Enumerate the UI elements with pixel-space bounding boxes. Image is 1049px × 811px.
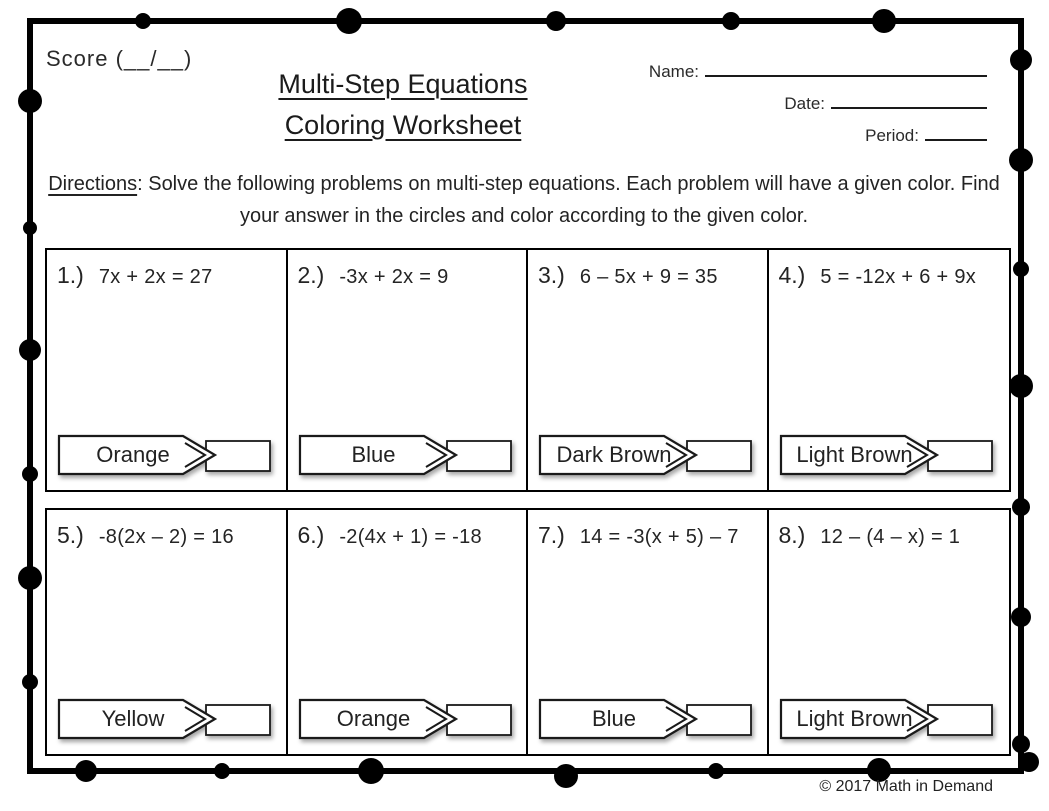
problem-number: 5.) bbox=[57, 522, 84, 548]
problem-cell-4 bbox=[769, 250, 1010, 490]
student-info-block bbox=[649, 62, 987, 158]
page-title bbox=[233, 64, 573, 145]
color-label: Dark Brown bbox=[556, 442, 672, 467]
problem-cell-2 bbox=[288, 250, 529, 490]
color-ribbon bbox=[57, 434, 277, 478]
answer-box[interactable] bbox=[206, 441, 270, 471]
problem-equation: 12 – (4 – x) = 1 bbox=[820, 526, 961, 548]
problem-cell-7 bbox=[528, 510, 769, 754]
date-row bbox=[649, 94, 987, 114]
problem-equation: 14 = -3(x + 5) – 7 bbox=[579, 526, 739, 548]
problem-equation: -2(4x + 1) = -18 bbox=[339, 526, 482, 548]
color-label: Blue bbox=[591, 706, 637, 731]
problem-number: 4.) bbox=[778, 262, 806, 288]
problem-equation: -8(2x – 2) = 16 bbox=[98, 526, 234, 548]
color-ribbon bbox=[779, 698, 999, 742]
problem-cell-6 bbox=[288, 510, 529, 754]
answer-box[interactable] bbox=[447, 705, 511, 735]
answer-box[interactable] bbox=[687, 705, 751, 735]
problem-statement bbox=[288, 510, 527, 549]
problem-statement bbox=[769, 250, 1010, 289]
problem-number: 7.) bbox=[538, 522, 565, 548]
color-ribbon bbox=[298, 434, 518, 478]
color-label: Blue bbox=[351, 442, 396, 467]
color-label: Orange bbox=[96, 442, 170, 467]
name-blank-line[interactable] bbox=[705, 64, 987, 77]
color-label: Orange bbox=[336, 706, 411, 731]
color-label: Light Brown bbox=[796, 442, 913, 467]
problem-equation: 5 = -12x + 6 + 9x bbox=[820, 266, 977, 288]
date-label: Date: bbox=[784, 94, 825, 113]
problem-equation: 7x + 2x = 27 bbox=[98, 266, 213, 288]
problem-number: 2.) bbox=[297, 262, 325, 288]
color-ribbon bbox=[538, 698, 758, 742]
problem-grid-row-1 bbox=[45, 248, 1011, 492]
color-ribbon bbox=[57, 698, 277, 742]
title-line-2: Coloring Worksheet bbox=[284, 109, 522, 140]
answer-box[interactable] bbox=[928, 441, 992, 471]
directions-label: Directions bbox=[48, 173, 138, 195]
color-ribbon bbox=[779, 434, 999, 478]
answer-box[interactable] bbox=[928, 705, 992, 735]
problem-statement bbox=[47, 250, 286, 289]
score-label: Score (__/__) bbox=[46, 46, 193, 71]
problem-statement bbox=[528, 510, 767, 549]
problem-cell-3 bbox=[528, 250, 769, 490]
period-label: Period: bbox=[865, 126, 919, 145]
problem-cell-5 bbox=[47, 510, 288, 754]
period-blank-line[interactable] bbox=[925, 128, 987, 141]
answer-box[interactable] bbox=[206, 705, 270, 735]
title-line-1: Multi-Step Equations bbox=[278, 69, 528, 99]
copyright-text: © 2017 Math in Demand bbox=[819, 778, 993, 795]
problem-equation: -3x + 2x = 9 bbox=[339, 266, 449, 288]
date-blank-line[interactable] bbox=[831, 96, 987, 109]
name-label: Name: bbox=[648, 62, 699, 81]
period-row bbox=[649, 126, 987, 146]
directions-body: : Solve the following problems on multi-step equations. Each problem will have a given color. Find your answer in the circles and color according to the given color. bbox=[137, 173, 1000, 227]
color-ribbon bbox=[298, 698, 518, 742]
problem-statement bbox=[769, 510, 1010, 549]
problem-number: 8.) bbox=[778, 522, 806, 548]
answer-box[interactable] bbox=[687, 441, 751, 471]
problem-cell-8 bbox=[769, 510, 1010, 754]
problem-statement bbox=[528, 250, 767, 289]
problem-equation: 6 – 5x + 9 = 35 bbox=[579, 266, 718, 288]
color-label: Yellow bbox=[101, 706, 165, 731]
color-label: Light Brown bbox=[796, 706, 913, 731]
problem-number: 3.) bbox=[538, 262, 565, 288]
answer-box[interactable] bbox=[447, 441, 511, 471]
problem-cell-1 bbox=[47, 250, 288, 490]
directions-text bbox=[44, 168, 1004, 232]
problem-number: 1.) bbox=[57, 262, 84, 288]
problem-statement bbox=[288, 250, 527, 289]
color-ribbon bbox=[538, 434, 758, 478]
problem-grid-row-2 bbox=[45, 508, 1011, 756]
problem-statement bbox=[47, 510, 286, 549]
problem-number: 6.) bbox=[297, 522, 325, 548]
name-row bbox=[649, 62, 987, 82]
